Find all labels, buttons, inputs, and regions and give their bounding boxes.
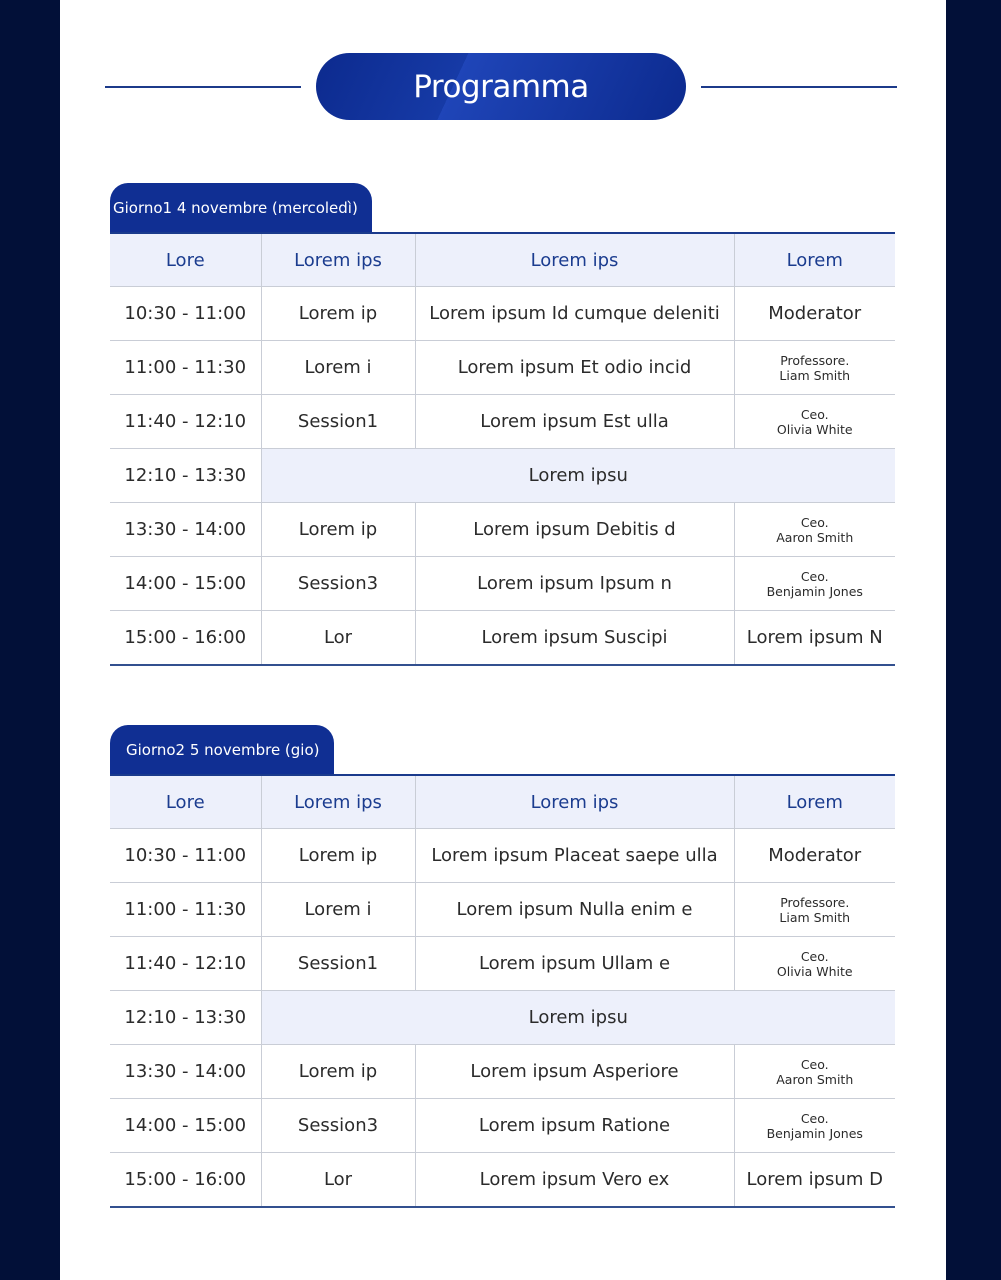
program-page: [60, 0, 946, 1280]
header-divider-left: [105, 86, 301, 88]
topic-cell: Lorem ipsum Debitis d: [415, 503, 734, 557]
speaker-name: Olivia White: [776, 963, 853, 979]
speaker-title: Ceo.: [800, 1056, 829, 1072]
session-cell: Lorem ip: [261, 503, 415, 557]
column-header: Lorem ips: [261, 233, 415, 287]
time-cell: 10:30 - 11:00: [110, 287, 261, 341]
speaker-cell: [734, 937, 895, 991]
topic-cell: Lorem ipsum Placeat saepe ulla: [415, 829, 734, 883]
table-row: [110, 395, 895, 449]
column-header: Lorem: [734, 233, 895, 287]
time-cell: 11:00 - 11:30: [110, 341, 261, 395]
break-cell: Lorem ipsu: [261, 449, 895, 503]
time-cell: 14:00 - 15:00: [110, 557, 261, 611]
table-row: [110, 341, 895, 395]
table-header-row: [110, 775, 895, 829]
speaker-name: Aaron Smith: [776, 529, 854, 545]
time-cell: 13:30 - 14:00: [110, 503, 261, 557]
time-cell: 11:40 - 12:10: [110, 937, 261, 991]
speaker-name: Aaron Smith: [776, 1071, 854, 1087]
time-cell: 11:00 - 11:30: [110, 883, 261, 937]
topic-cell: Lorem ipsum Asperiore: [415, 1045, 734, 1099]
header-divider-right: [701, 86, 897, 88]
table-row: [110, 611, 895, 666]
topic-cell: Lorem ipsum Suscipi: [415, 611, 734, 666]
speaker-title: Professore.: [780, 352, 850, 368]
table-row: [110, 1153, 895, 1208]
speaker-cell: Lorem ipsum D: [734, 1153, 895, 1208]
column-header: Lore: [110, 233, 261, 287]
topic-cell: Lorem ipsum Ullam e: [415, 937, 734, 991]
table-row: [110, 883, 895, 937]
speaker-name: Benjamin Jones: [766, 583, 863, 599]
schedule-table: [110, 774, 895, 1208]
day-tab-label: Giorno2 5 novembre (gio): [110, 725, 334, 775]
time-cell: 14:00 - 15:00: [110, 1099, 261, 1153]
speaker-cell: [734, 883, 895, 937]
session-cell: Lorem i: [261, 341, 415, 395]
session-cell: Session1: [261, 937, 415, 991]
time-cell: 13:30 - 14:00: [110, 1045, 261, 1099]
session-cell: Session1: [261, 395, 415, 449]
speaker-name: Liam Smith: [779, 909, 851, 925]
table-row: [110, 829, 895, 883]
column-header: Lorem ips: [415, 775, 734, 829]
speaker-title: Ceo.: [800, 406, 829, 422]
table-row: [110, 1099, 895, 1153]
speaker-cell: Moderator: [734, 829, 895, 883]
topic-cell: Lorem ipsum Ratione: [415, 1099, 734, 1153]
table-row: [110, 1045, 895, 1099]
time-cell: 12:10 - 13:30: [110, 991, 261, 1045]
speaker-name: Benjamin Jones: [766, 1125, 863, 1141]
time-cell: 15:00 - 16:00: [110, 1153, 261, 1208]
session-cell: Lorem ip: [261, 287, 415, 341]
topic-cell: Lorem ipsum Ipsum n: [415, 557, 734, 611]
table-row: [110, 991, 895, 1045]
speaker-name: Olivia White: [776, 421, 853, 437]
session-cell: Lorem ip: [261, 829, 415, 883]
table-row: [110, 449, 895, 503]
column-header: Lorem ips: [261, 775, 415, 829]
session-cell: Lorem ip: [261, 1045, 415, 1099]
schedule-table: [110, 232, 895, 666]
speaker-title: Professore.: [780, 894, 850, 910]
speaker-title: Ceo.: [800, 948, 829, 964]
topic-cell: Lorem ipsum Et odio incid: [415, 341, 734, 395]
column-header: Lorem ips: [415, 233, 734, 287]
speaker-cell: [734, 1045, 895, 1099]
page-title: Programma: [316, 53, 686, 120]
break-cell: Lorem ipsu: [261, 991, 895, 1045]
session-cell: Lorem i: [261, 883, 415, 937]
speaker-title: Ceo.: [800, 568, 829, 584]
speaker-cell: [734, 395, 895, 449]
time-cell: 11:40 - 12:10: [110, 395, 261, 449]
session-cell: Session3: [261, 1099, 415, 1153]
table-row: [110, 937, 895, 991]
table-row: [110, 557, 895, 611]
table-row: [110, 287, 895, 341]
speaker-title: Ceo.: [800, 1110, 829, 1126]
column-header: Lorem: [734, 775, 895, 829]
session-cell: Session3: [261, 557, 415, 611]
session-cell: Lor: [261, 611, 415, 666]
time-cell: 10:30 - 11:00: [110, 829, 261, 883]
speaker-title: Ceo.: [800, 514, 829, 530]
speaker-cell: [734, 557, 895, 611]
speaker-cell: Lorem ipsum N: [734, 611, 895, 666]
speaker-cell: [734, 1099, 895, 1153]
topic-cell: Lorem ipsum Nulla enim e: [415, 883, 734, 937]
time-cell: 12:10 - 13:30: [110, 449, 261, 503]
speaker-name: Liam Smith: [779, 367, 851, 383]
speaker-cell: Moderator: [734, 287, 895, 341]
topic-cell: Lorem ipsum Est ulla: [415, 395, 734, 449]
topic-cell: Lorem ipsum Vero ex: [415, 1153, 734, 1208]
speaker-cell: [734, 503, 895, 557]
table-header-row: [110, 233, 895, 287]
topic-cell: Lorem ipsum Id cumque deleniti: [415, 287, 734, 341]
session-cell: Lor: [261, 1153, 415, 1208]
day-tab-label: Giorno1 4 novembre (mercoledì): [110, 183, 372, 233]
speaker-cell: [734, 341, 895, 395]
table-row: [110, 503, 895, 557]
column-header: Lore: [110, 775, 261, 829]
time-cell: 15:00 - 16:00: [110, 611, 261, 666]
